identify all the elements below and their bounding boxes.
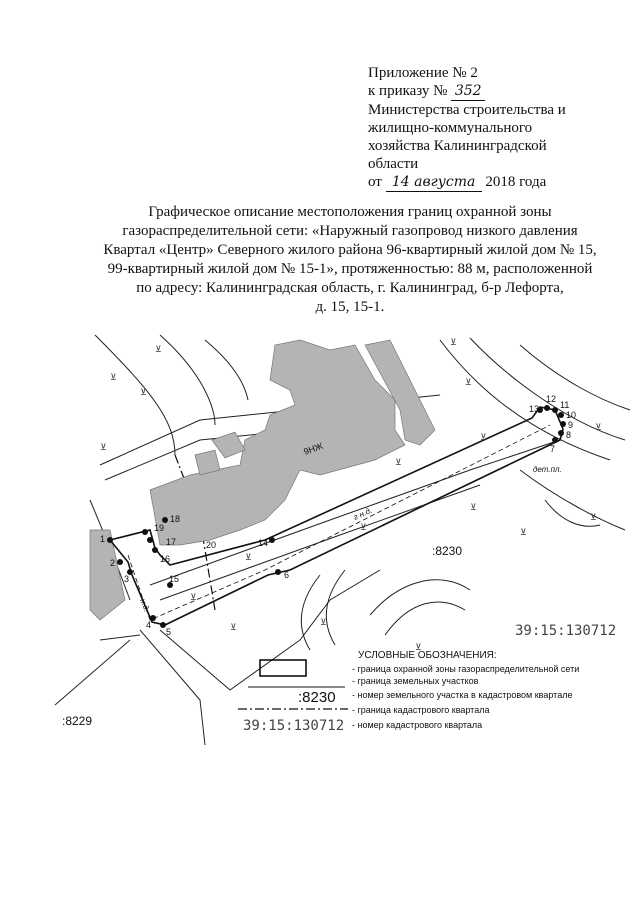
point-marker	[560, 421, 566, 427]
point-label-11: 11	[560, 400, 570, 410]
legend-item-3: - номер земельного участка в кадастровом квартале	[352, 690, 573, 700]
order-prefix: к приказу №	[368, 83, 448, 99]
point-label-3: 3	[124, 574, 130, 584]
vegetation-mark: ⊻	[360, 522, 367, 532]
vegetation-mark: ⊻	[110, 372, 117, 382]
point-marker	[147, 537, 153, 543]
legend-sample-parcel: :8230	[298, 689, 336, 706]
vegetation-mark: ⊻	[520, 527, 527, 537]
vegetation-mark: ⊻	[245, 552, 252, 562]
vegetation-mark: ⊻	[465, 377, 472, 387]
point-label-8: 8	[566, 430, 572, 440]
legend-sample-zone	[260, 660, 306, 676]
point-label-2: 2	[110, 558, 116, 568]
document-title	[60, 203, 640, 317]
vegetation-mark: ⊻	[320, 617, 327, 627]
point-label-15: 15	[169, 574, 180, 584]
vegetation-mark: ⊻	[230, 622, 237, 632]
point-marker	[117, 559, 123, 565]
title-line-3: Квартал «Центр» Северного жилого района 96-квартирный жилой дом № 15,	[103, 242, 597, 258]
legend-item-2: - граница земельных участков	[352, 676, 479, 686]
appendix-line-1: Приложение № 2	[368, 65, 478, 81]
appendix-line-4: жилищно-коммунального	[368, 120, 533, 136]
vegetation-mark: ⊻	[450, 337, 457, 347]
point-label-13: 13	[529, 404, 540, 414]
title-line-4: 99-квартирный жилой дом № 15-1», протяженностью: 88 м, расположенной	[107, 261, 593, 277]
point-label-14: 14	[258, 538, 269, 548]
pipe-label-2: н.д.	[138, 597, 152, 614]
title-line-2: газораспределительной сети: «Наружный газопровод низкого давления	[122, 223, 578, 239]
vegetation-mark: ⊻	[100, 442, 107, 452]
legend	[238, 650, 579, 734]
parcel-label: :8230	[432, 544, 463, 558]
vegetation-mark: ⊻	[595, 422, 602, 432]
cadastral-map	[0, 330, 640, 750]
point-marker	[552, 407, 558, 413]
appendix-line-3: Министерства строительства и	[368, 102, 566, 118]
point-label-19: 19	[154, 523, 165, 533]
quarter-label: 39:15:130712	[515, 623, 617, 639]
point-label-4: 4	[146, 620, 152, 630]
point-label-12: 12	[546, 394, 557, 404]
point-label-7: 7	[550, 444, 556, 454]
appendix-date-line	[368, 173, 618, 192]
point-label-10: 10	[566, 410, 577, 420]
building-floor-label: 20	[206, 540, 217, 550]
point-label-16: 16	[160, 554, 171, 564]
title-line-6: д. 15, 15-1.	[315, 299, 385, 315]
point-label-9: 9	[568, 420, 574, 430]
point-marker	[275, 569, 281, 575]
point-marker	[142, 529, 148, 535]
neighbor-parcel-label: :8229	[62, 714, 93, 728]
pipe-label-1: г н.д.	[352, 505, 374, 522]
vegetation-mark: ⊻	[470, 502, 477, 512]
date-suffix: 2018 года	[485, 174, 547, 190]
vegetation-mark: ⊻	[140, 387, 147, 397]
legend-title: УСЛОВНЫЕ ОБОЗНАЧЕНИЯ:	[358, 650, 497, 661]
point-marker	[558, 430, 564, 436]
vegetation-mark: ⊻	[395, 457, 402, 467]
legend-item-5: - номер кадастрового квартала	[352, 720, 483, 730]
point-label-5: 5	[166, 627, 172, 637]
vegetation-mark: ⊻	[190, 592, 197, 602]
legend-item-4: - граница кадастрового квартала	[352, 705, 490, 715]
appendix-line-6: области	[368, 156, 419, 172]
point-marker	[107, 537, 113, 543]
appendix-line-2	[368, 82, 618, 101]
vegetation-mark: ⊻	[590, 512, 597, 522]
legend-item-1: - граница охранной зоны газораспределительной сети	[352, 664, 580, 674]
title-line-1: Графическое описание местоположения границ охранной зоны	[148, 204, 552, 220]
playground-label: дет.пл.	[533, 465, 562, 474]
title-line-5: по адресу: Калининградская область, г. Калининград, б-р Лефорта,	[136, 280, 564, 296]
legend-sample-quarter: 39:15:130712	[243, 718, 345, 734]
date-handwritten: 14 августа	[386, 173, 482, 192]
vegetation-mark: ⊻	[480, 432, 487, 442]
point-marker	[552, 437, 558, 443]
building-label: 9НЖ	[302, 440, 325, 457]
point-label-6: 6	[284, 570, 290, 580]
point-marker	[558, 412, 564, 418]
building-annex-1	[195, 450, 220, 475]
point-label-1: 1	[100, 534, 106, 544]
point-marker	[152, 547, 158, 553]
point-label-17: 17	[166, 537, 177, 547]
appendix-line-5: хозяйства Калининградской	[368, 138, 547, 154]
date-prefix: от	[368, 174, 382, 190]
vegetation-mark: ⊻	[415, 642, 422, 652]
point-label-18: 18	[170, 514, 181, 524]
appendix-header	[368, 64, 618, 192]
neighbor-building	[90, 530, 125, 620]
point-marker	[269, 537, 275, 543]
point-marker	[544, 405, 550, 411]
order-number: 352	[451, 82, 485, 101]
vegetation-mark: ⊻	[155, 344, 162, 354]
